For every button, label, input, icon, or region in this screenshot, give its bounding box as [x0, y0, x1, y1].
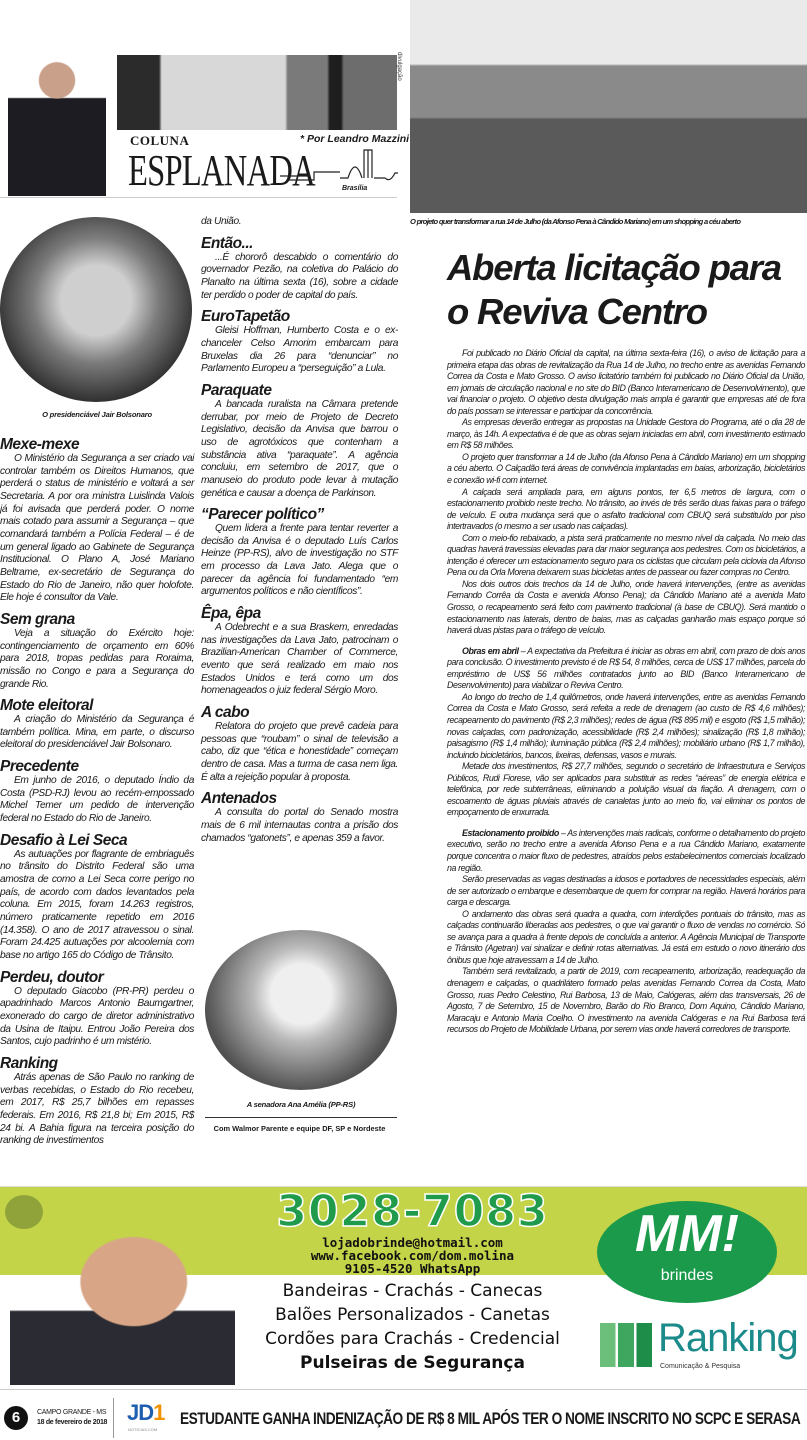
ad-product-line: Cordões para Crachás - Credencial [265, 1329, 560, 1349]
article-paragraph [447, 533, 805, 579]
article-paragraph [447, 828, 805, 874]
divider [0, 197, 397, 198]
section-title: EuroTapetão [201, 308, 290, 326]
footer-headline-link[interactable]: ESTUDANTE GANHA INDENIZAÇÃO DE R$ 8 MIL APÓS TER O NOME INSCRITO NO SCPC E SERASA [180, 1409, 801, 1428]
section-text: Gleisi Hoffman, Humberto Costa e o ex-chanceler Celso Amorim embarcam para Bruxelas dia 26 para “denunciar” no Parlamento Europeu a “perseguição” a Lula. [201, 325, 398, 375]
headline-line-2: o Reviva Centro [447, 291, 707, 332]
ad-contacts [240, 1236, 585, 1275]
section-text: O deputado Giacobo (PR-PR) perdeu o apadrinhado Marcos Antonio Baumgartner, exonerado do cargo de diretor administrativo da Usina de Itaipu. Entrou João Pereira dos Santos, cujo padrinho é um mistério. [0, 985, 194, 1048]
paragraph-text: As empresas deverão entregar as propostas na Unidade Gestora do Programa, até o dia 28 de março, às 14h. A expectativa é de que as obras sejam iniciadas em abril, com investimento estimado em R$ 58 milhões. [447, 417, 805, 451]
page-number: 6 [4, 1406, 28, 1430]
article-paragraph [447, 761, 805, 819]
ad-product-line: Balões Personalizados - Canetas [275, 1305, 550, 1325]
advertisement[interactable] [0, 1186, 807, 1384]
bolsonaro-photo [0, 217, 192, 402]
jd1-logo-sub: NOTICIAS.COM [128, 1427, 158, 1432]
mm-logo-text: MM! [635, 1205, 739, 1263]
article-paragraph [447, 692, 805, 761]
ad-product-line: Pulseiras de Segurança [300, 1353, 525, 1373]
divider [0, 1389, 807, 1390]
edition-city: CAMPO GRANDE - MS [37, 1409, 107, 1416]
section-text: Relatora do projeto que prevê cadeia para pessoas que “roubam” o sinal de televisão a cabo, diz que “ética e honestidade” começam dentro de casa. Mas a turma de casa nem liga. É alta a rejeição popular à proposta. [201, 721, 398, 783]
article-paragraph [447, 417, 805, 452]
brasilia-skyline-icon [280, 148, 398, 184]
section-title: Então... [201, 234, 253, 252]
brasilia-label: Brasília [342, 185, 368, 192]
column-credit: Com Walmor Parente e equipe DF, SP e Nordeste [213, 1124, 386, 1133]
paragraph-text: Ao longo do trecho de 1,4 quilômetros, onde haverá intervenções, entre as avenidas Fernando Correa da Costa e Mato Grosso, será refeita a rede de drenagem (ao custo de R$ 4,6 milhões); recapeamento do pavimento (R$ 2,3 milhões); redes de água (R$ 895 mil) e esgoto (R$ 1,5 milhão); novas calçadas, com padronização, acessibilidade (R$ 2,4 milhões); sinalização (R$ 1,8 milhão); paisagismo (R$ 1,4 milhão); iluminação pública (R$ 2,4 milhões); mobiliário urbano (R$ 1,7 milhão), incluindo bicicletários, bancos, lixeiras, defensas, vasos e murais. [447, 691, 805, 760]
paragraph-text: O andamento das obras será quadra a quadra, com interdições pontuais do trânsito, mas as calçadas continuarão liberadas aos pedestres, o que vai garantir o fluxo de vendas no comércio. Só se avança para a quadra à frente depois de concluída a anterior. A Agência Municipal de Transporte e Trânsito (Agetran) vai sinalizar e definir rotas alternativas. Já está em estudo o novo itinerário dos ônibus que hoje atravessam a 14 de Julho. [447, 908, 805, 965]
section-text: A consulta do portal do Senado mostra mais de 6 mil internautas contra a prisão dos chamados “gatonets”, e apenas 359 a favor. [201, 807, 398, 844]
column-label: COLUNA [130, 133, 190, 148]
headline-line-1: Aberta licitação para [447, 247, 781, 288]
section-title: Mexe-mexe [0, 436, 80, 453]
section-text: Em junho de 2016, o deputado Índio da Costa (PSD-RJ) levou ao recém-empossado Michel Temer um pedido de intervenção federal no Estado do Rio de Janeiro. [0, 775, 194, 825]
section-text: A Odebrecht e a sua Braskem, enredadas nas investigações da Lava Jato, patrocinam o Brazilian-American Chamber of Commerce, evento que será realizado em maio nos Estados Unidos e terá como um dos homenageados o juiz federal Sérgio Moro. [201, 622, 398, 697]
article-paragraph [447, 452, 805, 487]
advertiser-photo [10, 1197, 235, 1385]
paragraph-text: A calçada será ampliada para, em alguns pontos, ter 6,5 metros de largura, com o estacionamento proibido neste trecho. No trânsito, ao invés de três serão duas faixas para o tráfego de veículo. E outra mudança será que o asfalto tradicional com CBUQ será substituído por piso intertravados (o mesmo a ser usado nas calçadas). [447, 486, 805, 532]
byline: * Por Leandro Mazzini [300, 133, 410, 145]
mm-brindes-logo [597, 1201, 777, 1303]
paragraph-text: O projeto quer transformar a 14 de Julho (da Afonso Pena à Cândido Mariano) em um shopping a céu aberto. O Calçadão terá áreas de convivência implantadas em baias, arborização, bicicletários e conexão wi-fi com internet. [447, 451, 805, 486]
paragraph-text: Nos dois outros dois trechos da 14 de Julho, onde haverá intervenções, (entre as avenidas Fernando Corrêa da Costa e avenida Afonso Pena); da Cândido Mariano até a avenida Mato Grosso, o recapeamento será feito com pavimento tradicional (à base de CBUQ). Será mantido o estacionamento nas laterais, dentro de baias, mas as calçadas ganharão mais espaço porque só haverá duas pistas para o tráfego de veículo. [447, 578, 805, 636]
street-photo-caption: O projeto quer transformar a rua 14 de Julho (da Afonso Pena à Cândido Mariano) em um shopping a céu aberto [410, 217, 741, 226]
logo-jd: JD [127, 1400, 154, 1425]
mm-logo-sub: brindes [660, 1267, 714, 1284]
section-title: Antenados [201, 790, 277, 808]
columnist-photo [8, 55, 106, 196]
article-headline [447, 246, 805, 334]
section-text: A bancada ruralista na Câmara pretende derrubar, por meio de Projeto de Decreto Legislativo, decisão da Anvisa que barrou o uso de agrotóxicos que contenham a substância ativa “paraquate”. A agência concluiu, em setembro de 2017, que o manuseio do produto pode levar à mutação genética e causar a doença de Parkinson. [201, 398, 398, 499]
ad-whatsapp: 9105-4520 WhatsApp [344, 1261, 481, 1276]
section-text: O Ministério da Segurança a ser criado vai controlar também os Direitos Humanos, que perderá o status de ministério e voltará a ser Secretaria. A por ora ministra Luislinda Valois já foi avisada que perderá poder. O nome mais cotado para assumir a Segurança – que comandará também a Polícia Federal – é de um general ligado ao Gabinete de Segurança Institucional. O Plano A, José Mariano Beltrame, ex-secretário de Segurança do Estado do Rio de Janeiro, não quer holofote. Ele hoje é consultor da Vale. [0, 453, 194, 604]
section-text: Veja a situação do Exército hoje: contingenciamento de orçamento em 60% para 2018, tropas pedidas para Roraima, missão no Congo e para a Segurança do grande Rio. [0, 627, 194, 690]
bolsonaro-caption: O presidenciável Jair Bolsonaro [42, 410, 152, 419]
article-paragraph [447, 348, 805, 417]
ranking-sub: Comunicação & Pesquisa [660, 1363, 741, 1370]
section-title: Sem grana [0, 610, 75, 628]
article-body [447, 348, 805, 1036]
section-text: A criação do Ministério da Segurança é também política. Mina, em parte, o discurso eleitoral do presidenciável Jair Bolsonaro. [0, 714, 194, 751]
middle-column [201, 216, 398, 845]
section-text: Quem lidera a frente para tentar reverter a decisão da Anvisa é o deputado Luís Carlos Heinze (PP-RS), alvo de investigação no STF em processo da Lava Jato. Alega que o parecer da agência foi fundamentado “em argumentos políticos e não científicos”. [201, 523, 398, 598]
paragraph-text: Foi publicado no Diário Oficial da capital, na última sexta-feira (16), o aviso de licitação para a primeira etapa das obras de revitalização da Rua 14 de Julho, no trecho entre as avenidas Fernando Correa da Costa e Mato Grosso. O aviso licitatório também foi publicado no Diário Oficial da União, em jornais de circulação nacional e no site do BID (Banco Interamericano de Desenvolvimento), que vai financiar o projeto. O objetivo desta divulgação mais ampla é garantir que empresas até de fora do país possam se interessar e participar da concorrência. [447, 348, 805, 416]
ad-product-line: Bandeiras - Crachás - Canecas [282, 1281, 543, 1301]
section-title: Ranking [0, 1054, 58, 1072]
ad-phone: 3028-7083 [276, 1186, 549, 1237]
paragraph-text: Também será revitalizado, a partir de 2019, com recapeamento, arborização, readequação da drenagem e calçadas, o quadrilátero formado pelas avenidas Fernando Correa da Costa, Mato Grosso, ruas Pedro Celestino, Rui Barbosa, 13 de Maio, Calógeras, além das transversais, 26 de Agosto, 7 de Setembro, 15 de Novembro, Barão do Rio Branco, Dom Aquino, Cândido Mariano, Maracaju e Antonio Maria Coelho. O investimento na avenida Calógeras e na Rui Barbosa terá recursos do Projeto de Mobilidade Urbana, por serem vias onde haverá corredores de transporte. [447, 966, 805, 1035]
paragraph-lead: Estacionamento proibido [462, 827, 559, 838]
section-text: As autuações por flagrante de embriaguês no trânsito do Distrito Federal são uma amostra de como a Lei Seca corre perigo no país, de acordo com dados levantados pela coluna. Em 2015, foram 14.263 registros, número praticamente repetido em 2016 (14.358). O ano de 2017 atravessou o sinal. Foram 24.425 autuações por alcoolemia com base no artigo 165 do Código de Trânsito. [0, 848, 194, 961]
edition-info [37, 1408, 107, 1428]
paragraph-text: Metade dos investimentos, R$ 27,7 milhões, segundo o secretário de Infraestrutura e Serviços Públicos, Rudi Fiorese, vão ser aplicados para substituir as redes “aéreas” de energia elétrica e telefônica, por rede subterrâneas, eliminando a poluição visual da fiação. A drenagem, com o escoamento de águas pluviais através de canaletas junto ao meio fio, vai eliminar os pontos de empoçamento de enxurrada. [447, 761, 805, 818]
jd1-logo[interactable] [127, 1401, 164, 1425]
section-title: Mote eleitoral [0, 697, 93, 715]
ad-products [240, 1279, 585, 1375]
article-paragraph [447, 874, 805, 909]
paragraph-text: Com o meio-fio rebaixado, a pista será praticamente no mesmo nível da calçada. No meio das quadras haverá travessias elevadas para dar maior segurança aos pedestres. Com os bicicletários, a intenção é oferecer um estacionamento seguro para os ciclistas que circulam pela ciclovia da Afonso Pena ou da Orla Morena deixarem suas bicicletas antes de passear ou fazer compras no Centro. [447, 532, 805, 578]
paragraph-lead: Obras em abril [462, 645, 519, 656]
paragraph-text: Serão preservadas as vagas destinadas a idosos e portadores de necessidades especiais, além de ser autorizado o embarque e desembarque de quem for comprar na região. Haverá horários para carga e descarga. [447, 874, 805, 908]
ad-email: lojadobrinde@hotmail.com [322, 1235, 503, 1250]
article-paragraph [447, 909, 805, 967]
column-title: ESPLANADA [128, 146, 315, 195]
section-title: A cabo [201, 704, 250, 722]
section-title: Desafio à Lei Seca [0, 831, 128, 849]
section-text: Atrás apenas de São Paulo no ranking de verbas recebidas, o Estado do Rio recebeu, em 2017, R$ 25,7 bilhões em repasses federais. Em 2016, R$ 21,8 bi; Em 2015, R$ 24 bi. A Bahia figura na terceira posição do ranking de investimentos [0, 1071, 194, 1147]
article-paragraph [447, 487, 805, 533]
ranking-name: Ranking [658, 1316, 798, 1360]
divider [205, 1117, 397, 1118]
section-title: Precedente [0, 758, 79, 776]
paragraph-text: – A expectativa da Prefeitura é iniciar as obras em abril, com prazo de dois anos para conclusão. O investimento previsto é de R$ 54, 8 milhões, cerca de US$ 17 milhões, parcela do empréstimo de US$ 56 milhões contratados junto ao BID (Banco Interamericano de Desenvolvimento) para viabilizar o Reviva Centro. [447, 645, 805, 691]
section-title: “Parecer político” [201, 506, 324, 524]
ranking-logo [600, 1317, 805, 1379]
article-paragraph [447, 646, 805, 692]
ana-amelia-caption: A senadora Ana Amélia (PP-RS) [246, 1100, 356, 1109]
section-title: Êpa, êpa [201, 605, 261, 623]
logo-one: 1 [153, 1400, 165, 1425]
edition-date: 18 de fevereiro de 2018 [37, 1419, 108, 1426]
paragraph-text: – As intervenções mais radicais, conforme o detalhamento do projeto executivo, serão no trecho entre a avenida Afonso Pena e a rua Cândido Mariano, exatamente porque concentra o maior fluxo de pedestres, atraídos pelos estabelecimentos comerciais localizado na região. [447, 827, 805, 873]
article-paragraph [447, 966, 805, 1035]
left-column [0, 430, 194, 1148]
continuation-text: da União. [201, 216, 242, 227]
ad-facebook: www.facebook.com/dom.molina [310, 1248, 515, 1263]
article-paragraph [447, 579, 805, 637]
section-text: ...É chororô descabido o comentário do governador Pezão, na coletiva do Palácio do Planalto na última sexta (16), sobre a cidade ter perdido o poder de capital do país. [201, 251, 398, 301]
ranking-bars-icon [600, 1323, 652, 1367]
divider [113, 1398, 114, 1438]
section-title: Perdeu, doutor [0, 968, 104, 986]
photo-credit: divulgação [396, 52, 402, 81]
congress-photo [117, 55, 397, 130]
street-rendering-photo [410, 0, 807, 213]
section-title: Paraquate [201, 381, 272, 399]
ana-amelia-photo [205, 930, 397, 1090]
